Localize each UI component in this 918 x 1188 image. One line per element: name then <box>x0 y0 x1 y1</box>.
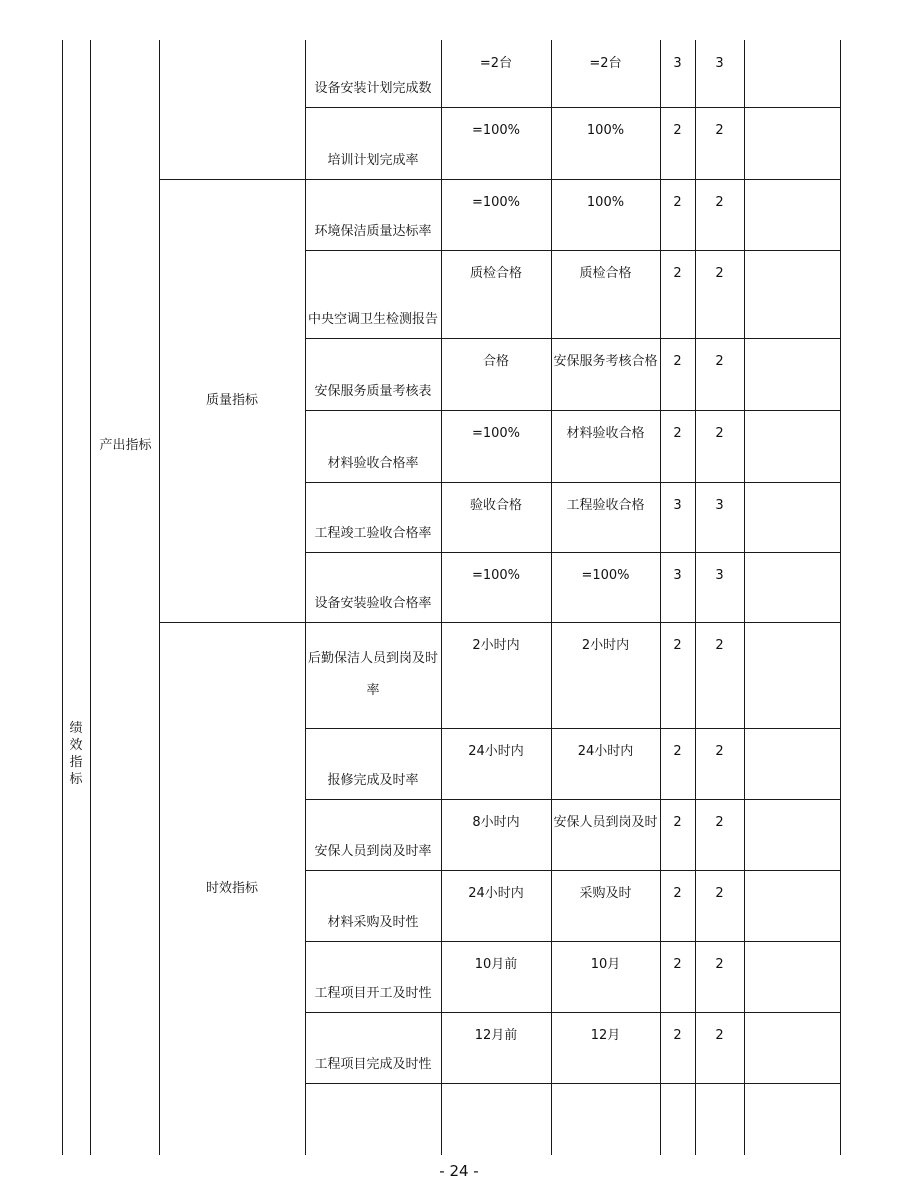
score-value: 2 <box>715 195 724 210</box>
performance-indicator-label <box>62 720 90 788</box>
weight-value: 2 <box>673 744 682 759</box>
target-value: 验收合格 <box>469 498 522 513</box>
indicator-name: 设备安装验收合格率 <box>314 596 432 611</box>
note-value <box>744 40 840 107</box>
group-label: 时效指标 <box>205 880 258 896</box>
target-value: 合格 <box>482 354 509 369</box>
actual-value: 2小时内 <box>581 638 630 653</box>
target-value: 12月前 <box>474 1028 518 1043</box>
performance-indicator-char: 标 <box>69 772 83 787</box>
target-value: 24小时内 <box>468 744 524 759</box>
grid-vline <box>62 40 63 1155</box>
actual-value: 工程验收合格 <box>566 498 645 513</box>
indicator-name: 中央空调卫生检测报告 <box>307 312 438 327</box>
indicator-name: 设备安装计划完成数 <box>314 81 432 96</box>
target-value: 2小时内 <box>472 638 520 653</box>
note-value <box>744 552 840 622</box>
actual-value: 10月 <box>590 957 621 972</box>
indicator-name: 工程项目开工及时性 <box>314 986 432 1001</box>
score-value: 2 <box>715 744 724 759</box>
score-value: 2 <box>715 886 724 901</box>
score-value: 2 <box>715 638 724 653</box>
score-value: 2 <box>715 957 724 972</box>
indicator-name: 后勤保洁人员到岗及时率 <box>307 651 438 698</box>
weight-value: 2 <box>673 123 682 138</box>
indicator-name: 工程竣工验收合格率 <box>314 526 432 541</box>
note-value <box>744 941 840 1012</box>
note-value <box>744 870 840 941</box>
target-value: =100% <box>471 568 521 583</box>
page-number: - 24 - <box>439 1162 479 1180</box>
score-value <box>695 1083 744 1155</box>
indicator-name: 报修完成及时率 <box>327 773 419 788</box>
weight-value: 2 <box>673 266 682 281</box>
grid-vline <box>90 40 91 1155</box>
weight-value: 2 <box>673 195 682 210</box>
target-value: =100% <box>471 195 521 210</box>
weight-value: 2 <box>673 1028 682 1043</box>
weight-value: 2 <box>673 638 682 653</box>
weight-value: 2 <box>673 815 682 830</box>
target-value: =100% <box>471 123 521 138</box>
note-value <box>744 622 840 728</box>
actual-value: =2台 <box>589 56 622 71</box>
target-value: 24小时内 <box>468 886 524 901</box>
actual-value: 12月 <box>590 1028 621 1043</box>
weight-value: 3 <box>673 56 682 71</box>
output-indicator-label: 产出指标 <box>99 438 152 453</box>
target-value: 10月前 <box>474 957 518 972</box>
actual-value: =100% <box>581 568 630 583</box>
performance-indicator-char: 绩 <box>69 721 83 736</box>
target-value: =2台 <box>479 56 513 71</box>
weight-value: 3 <box>673 498 682 513</box>
score-value: 2 <box>715 123 724 138</box>
target-value: =100% <box>471 426 521 441</box>
weight-value <box>660 1083 695 1155</box>
score-value: 3 <box>715 56 724 71</box>
note-value <box>744 799 840 870</box>
score-value: 2 <box>715 266 724 281</box>
indicator-name: 安保人员到岗及时率 <box>314 844 432 859</box>
actual-value: 100% <box>586 123 625 138</box>
note-value <box>744 728 840 799</box>
note-value <box>744 250 840 338</box>
weight-value: 2 <box>673 957 682 972</box>
grid-vline <box>840 40 841 1155</box>
actual-value: 安保服务考核合格 <box>553 354 658 369</box>
weight-value: 3 <box>673 568 682 583</box>
indicator-name: 培训计划完成率 <box>327 153 419 168</box>
target-value: 8小时内 <box>472 815 520 830</box>
note-value <box>744 338 840 410</box>
note-value <box>744 179 840 250</box>
actual-value: 质检合格 <box>579 266 632 281</box>
score-value: 3 <box>715 568 724 583</box>
target-value <box>441 1083 551 1155</box>
indicator-name: 环境保洁质量达标率 <box>314 224 432 239</box>
note-value <box>744 482 840 552</box>
weight-value: 2 <box>673 354 682 369</box>
weight-value: 2 <box>673 426 682 441</box>
score-value: 2 <box>715 354 724 369</box>
actual-value <box>551 1083 660 1155</box>
actual-value: 100% <box>586 195 625 210</box>
weight-value: 2 <box>673 886 682 901</box>
note-value <box>744 410 840 482</box>
actual-value: 安保人员到岗及时 <box>553 815 658 830</box>
indicator-name <box>305 1083 441 1155</box>
target-value: 质检合格 <box>469 266 522 281</box>
note-value <box>744 1083 840 1155</box>
actual-value: 采购及时 <box>579 886 632 901</box>
actual-value: 24小时内 <box>577 744 634 759</box>
score-value: 2 <box>715 426 724 441</box>
score-value: 2 <box>715 815 724 830</box>
actual-value: 材料验收合格 <box>566 426 645 441</box>
performance-indicator-char: 指 <box>69 755 83 770</box>
indicator-name: 工程项目完成及时性 <box>314 1057 432 1072</box>
note-value <box>744 1012 840 1083</box>
indicator-name: 安保服务质量考核表 <box>314 384 432 399</box>
indicator-name: 材料采购及时性 <box>327 915 419 930</box>
performance-indicator-char: 效 <box>69 738 83 753</box>
score-value: 3 <box>715 498 724 513</box>
indicator-name: 材料验收合格率 <box>327 456 419 471</box>
group-label: 质量指标 <box>205 392 258 408</box>
note-value <box>744 107 840 179</box>
score-value: 2 <box>715 1028 724 1043</box>
